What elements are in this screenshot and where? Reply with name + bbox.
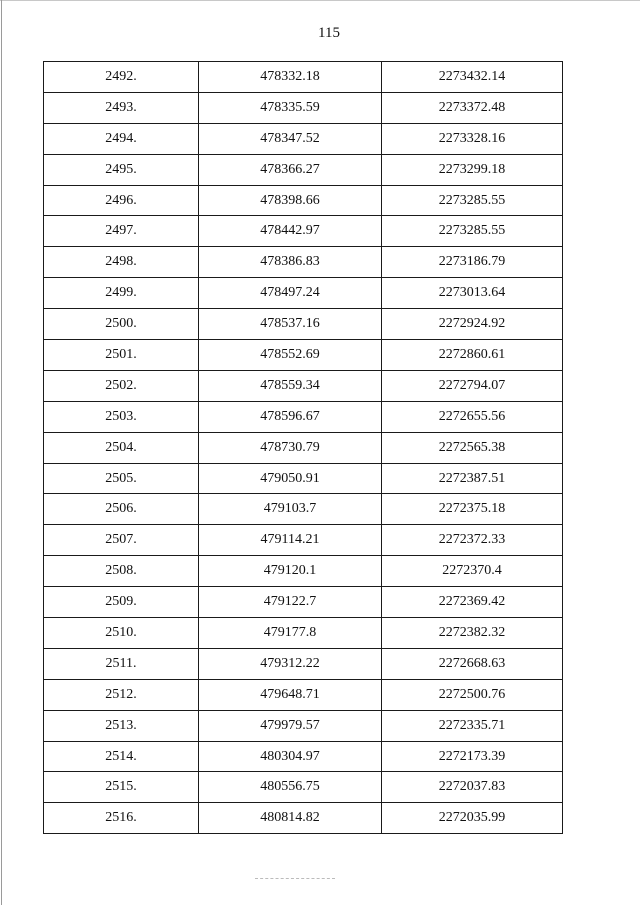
point-number-cell: 2514. bbox=[44, 741, 199, 772]
x-coordinate-cell: 478398.66 bbox=[199, 185, 382, 216]
table-row bbox=[44, 494, 563, 525]
x-coordinate-cell: 478386.83 bbox=[199, 247, 382, 278]
table-row bbox=[44, 556, 563, 587]
y-coordinate-cell: 2272173.39 bbox=[382, 741, 563, 772]
point-number-cell: 2511. bbox=[44, 648, 199, 679]
point-number-cell: 2512. bbox=[44, 679, 199, 710]
x-coordinate-cell: 479050.91 bbox=[199, 463, 382, 494]
x-coordinate-cell: 478552.69 bbox=[199, 340, 382, 371]
table-row bbox=[44, 154, 563, 185]
point-number-cell: 2505. bbox=[44, 463, 199, 494]
table-row bbox=[44, 185, 563, 216]
x-coordinate-cell: 479312.22 bbox=[199, 648, 382, 679]
table-row bbox=[44, 587, 563, 618]
coordinates-table bbox=[43, 61, 563, 834]
x-coordinate-cell: 478559.34 bbox=[199, 370, 382, 401]
x-coordinate-cell: 478730.79 bbox=[199, 432, 382, 463]
table-row bbox=[44, 463, 563, 494]
y-coordinate-cell: 2272500.76 bbox=[382, 679, 563, 710]
table-row bbox=[44, 247, 563, 278]
point-number-cell: 2497. bbox=[44, 216, 199, 247]
point-number-cell: 2508. bbox=[44, 556, 199, 587]
point-number-cell: 2493. bbox=[44, 92, 199, 123]
table-row bbox=[44, 618, 563, 649]
table-row bbox=[44, 370, 563, 401]
y-coordinate-cell: 2273432.14 bbox=[382, 62, 563, 93]
x-coordinate-cell: 479122.7 bbox=[199, 587, 382, 618]
table-row bbox=[44, 772, 563, 803]
y-coordinate-cell: 2272860.61 bbox=[382, 340, 563, 371]
point-number-cell: 2503. bbox=[44, 401, 199, 432]
y-coordinate-cell: 2272655.56 bbox=[382, 401, 563, 432]
x-coordinate-cell: 478335.59 bbox=[199, 92, 382, 123]
x-coordinate-cell: 479979.57 bbox=[199, 710, 382, 741]
point-number-cell: 2500. bbox=[44, 309, 199, 340]
y-coordinate-cell: 2273186.79 bbox=[382, 247, 563, 278]
table-row bbox=[44, 710, 563, 741]
x-coordinate-cell: 479648.71 bbox=[199, 679, 382, 710]
coordinates-table-body bbox=[44, 62, 563, 834]
y-coordinate-cell: 2272375.18 bbox=[382, 494, 563, 525]
y-coordinate-cell: 2272387.51 bbox=[382, 463, 563, 494]
table-row bbox=[44, 278, 563, 309]
y-coordinate-cell: 2272370.4 bbox=[382, 556, 563, 587]
y-coordinate-cell: 2273372.48 bbox=[382, 92, 563, 123]
table-row bbox=[44, 309, 563, 340]
table-row bbox=[44, 679, 563, 710]
table-row bbox=[44, 648, 563, 679]
point-number-cell: 2495. bbox=[44, 154, 199, 185]
y-coordinate-cell: 2272035.99 bbox=[382, 803, 563, 834]
y-coordinate-cell: 2272565.38 bbox=[382, 432, 563, 463]
table-row bbox=[44, 432, 563, 463]
point-number-cell: 2501. bbox=[44, 340, 199, 371]
point-number-cell: 2498. bbox=[44, 247, 199, 278]
x-coordinate-cell: 478332.18 bbox=[199, 62, 382, 93]
x-coordinate-cell: 478497.24 bbox=[199, 278, 382, 309]
y-coordinate-cell: 2272924.92 bbox=[382, 309, 563, 340]
table-row bbox=[44, 216, 563, 247]
point-number-cell: 2507. bbox=[44, 525, 199, 556]
x-coordinate-cell: 478442.97 bbox=[199, 216, 382, 247]
table-row bbox=[44, 62, 563, 93]
table-row bbox=[44, 123, 563, 154]
x-coordinate-cell: 478347.52 bbox=[199, 123, 382, 154]
scan-artifact bbox=[255, 878, 335, 880]
x-coordinate-cell: 478366.27 bbox=[199, 154, 382, 185]
x-coordinate-cell: 479177.8 bbox=[199, 618, 382, 649]
table-row bbox=[44, 92, 563, 123]
table-row bbox=[44, 525, 563, 556]
table-row bbox=[44, 803, 563, 834]
x-coordinate-cell: 480814.82 bbox=[199, 803, 382, 834]
y-coordinate-cell: 2273013.64 bbox=[382, 278, 563, 309]
point-number-cell: 2499. bbox=[44, 278, 199, 309]
page-left-edge bbox=[1, 0, 2, 905]
point-number-cell: 2496. bbox=[44, 185, 199, 216]
y-coordinate-cell: 2272372.33 bbox=[382, 525, 563, 556]
x-coordinate-cell: 479103.7 bbox=[199, 494, 382, 525]
point-number-cell: 2492. bbox=[44, 62, 199, 93]
y-coordinate-cell: 2272335.71 bbox=[382, 710, 563, 741]
point-number-cell: 2502. bbox=[44, 370, 199, 401]
x-coordinate-cell: 478596.67 bbox=[199, 401, 382, 432]
x-coordinate-cell: 480556.75 bbox=[199, 772, 382, 803]
page-number: 115 bbox=[318, 25, 340, 41]
table-row bbox=[44, 741, 563, 772]
point-number-cell: 2510. bbox=[44, 618, 199, 649]
y-coordinate-cell: 2273285.55 bbox=[382, 216, 563, 247]
x-coordinate-cell: 479120.1 bbox=[199, 556, 382, 587]
y-coordinate-cell: 2272382.32 bbox=[382, 618, 563, 649]
point-number-cell: 2513. bbox=[44, 710, 199, 741]
y-coordinate-cell: 2273328.16 bbox=[382, 123, 563, 154]
page-top-edge bbox=[0, 0, 640, 1]
table-row bbox=[44, 401, 563, 432]
table-row bbox=[44, 340, 563, 371]
point-number-cell: 2515. bbox=[44, 772, 199, 803]
point-number-cell: 2504. bbox=[44, 432, 199, 463]
y-coordinate-cell: 2272668.63 bbox=[382, 648, 563, 679]
point-number-cell: 2506. bbox=[44, 494, 199, 525]
y-coordinate-cell: 2272794.07 bbox=[382, 370, 563, 401]
y-coordinate-cell: 2272037.83 bbox=[382, 772, 563, 803]
point-number-cell: 2509. bbox=[44, 587, 199, 618]
x-coordinate-cell: 480304.97 bbox=[199, 741, 382, 772]
y-coordinate-cell: 2273299.18 bbox=[382, 154, 563, 185]
point-number-cell: 2516. bbox=[44, 803, 199, 834]
point-number-cell: 2494. bbox=[44, 123, 199, 154]
x-coordinate-cell: 479114.21 bbox=[199, 525, 382, 556]
x-coordinate-cell: 478537.16 bbox=[199, 309, 382, 340]
y-coordinate-cell: 2273285.55 bbox=[382, 185, 563, 216]
y-coordinate-cell: 2272369.42 bbox=[382, 587, 563, 618]
